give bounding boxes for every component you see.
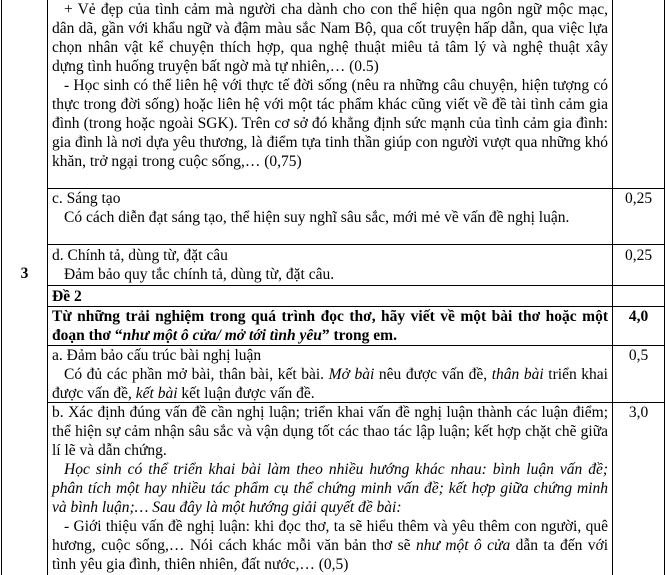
criterion-argument [52,403,608,574]
question-number: 3 [20,265,29,282]
section-label: Đề 2 [52,288,82,305]
body-text: nêu được vấn đề, [374,366,492,383]
essay-prompt [52,307,608,345]
prompt-quote: như một ô cửa/ mở tới tình yêu [122,327,322,344]
body-emphasis: Mở bài [328,366,375,383]
criterion-body [52,365,608,403]
guidance-paragraph: Học sinh có thể triển khai bài làm theo nhiều hướng khác nhau: bình luận vấn đề; phân tích một hay nhiều tác phẩm cụ thể chứng minh vấn đề; kết hợp giữa chứng minh và bình luận;… Sau đây là một hướng giải quyết đề bài: [52,461,608,516]
criterion-heading: d. Chính tả, dùng từ, đặt câu [52,247,228,264]
body-emphasis: như một ô cửa [415,537,511,554]
table-border-left [1,0,2,575]
criterion-body: Đảm bảo quy tắc chính tả, dùng từ, đặt câu. [64,266,335,283]
score-cell: 0,5 [628,347,649,364]
body-text: Có đủ các phần mở bài, thân bài, kết bài. [64,366,329,383]
detail-paragraph: - Học sinh có thể liên hệ với thực tế đời sống (nêu ra những câu chuyện, hiện tượng có thực trong đời sống) hoặc liên hệ với một tác phẩm khác cũng viết về đề tài tình cảm gia đình (trong hoặc ngoài SGK). Trên cơ sở đó khẳng định sức mạnh của tình cảm gia đình: gia đình là nơi dựa yêu thương, là điểm tựa tinh thần giúp con người vượt qua những khó khăn, trở ngại trong cuộc sống,… (0,75) [52,77,608,170]
criterion-body: Có cách diễn đạt sáng tạo, thể hiện suy nghĩ sâu sắc, mới mẻ về vấn đề nghị luận. [64,209,570,226]
table-divider-col1 [47,0,48,575]
criterion-detail [52,0,608,171]
score-cell: 3,0 [628,404,649,421]
bullet-paragraph [52,517,608,574]
prompt-text: ” trong em. [321,327,397,344]
score-cell: 0,25 [624,247,653,264]
row-divider [47,244,665,245]
table-divider-col2 [612,0,613,575]
criterion-creativity [52,189,608,227]
criterion-heading: c. Sáng tạo [52,190,121,207]
criterion-spelling [52,246,608,284]
score-cell: 0,25 [624,190,653,207]
body-emphasis: kết bài [135,385,178,402]
row-divider [47,285,665,286]
detail-paragraph: + Vẻ đẹp của tình cảm mà người cha dành cho con thể hiện qua ngôn ngữ mộc mạc, dân dã, gần với khẩu ngữ và đậm màu sắc Nam Bộ, qua cốt truyện hấp dẫn, qua việc lựa chọn nhân vật kể chuyện thích hợp, qua nghệ thuật miêu tả tâm lý và nghệ thuật xây dựng tình huống truyện bất ngờ mà tự nhiên,… (0.5) [52,1,608,75]
body-emphasis: thân bài [491,366,544,383]
prompt-text: Từ những trải nghiệm trong quá trình đọc thơ, hãy viết về một bài thơ hoặc một đoạn thơ “ [52,308,608,344]
body-text: - Giới thiệu vấn đề nghị luận: khi đọc thơ, ta sẽ hiểu thêm và yêu thêm con người, quê hương, cuộc sống,… Nói cách khác mỗi văn bản thơ sẽ [52,518,608,554]
body-text: kết luận được vấn đề. [177,385,315,402]
score-cell: 4,0 [628,308,649,325]
criterion-heading: b. Xác định đúng vấn đề cần nghị luận; triển khai vấn đề nghị luận thành các luận điểm; thể hiện sự cảm nhận sâu sắc và vận dụng tốt các thao tác lập luận; kết hợp chặt chẽ giữa lí lẽ và dẫn chứng. [52,404,608,459]
body-text: dẫn ta đến với tình yêu gia đình, thiên nhiên, đất nước,… (0,5) [52,537,608,573]
criterion-structure [52,346,608,403]
body-text: triển khai được vấn đề, [52,366,608,402]
criterion-heading: a. Đảm bảo cấu trúc bài nghị luận [52,347,262,364]
